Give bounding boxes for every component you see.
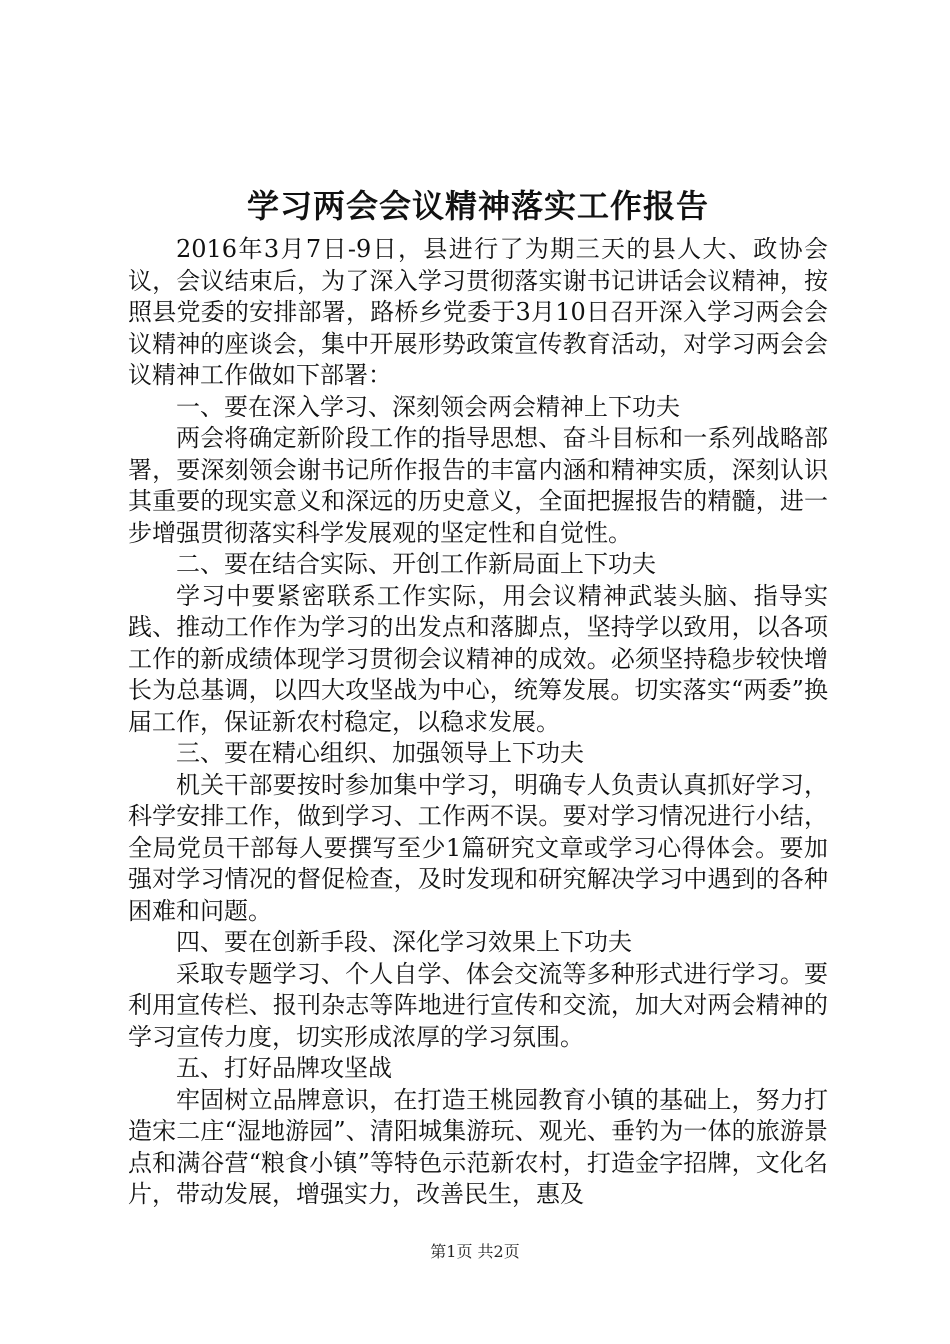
section-paragraph-3: 机关干部要按时参加集中学习，明确专人负责认真抓好学习，科学安排工作，做到学习、工作两不误。要对学习情况进行小结，全局党员干部每人要撰写至少1篇研究文章或学习心得体会。要加强对学习情况的督促检查，及时发现和研究解决学习中遇到的各种困难和问题。	[128, 770, 828, 925]
section-heading-1: 一、要在深入学习、深刻领会两会精神上下功夫	[176, 392, 680, 421]
section-heading-3: 三、要在精心组织、加强领导上下功夫	[176, 739, 584, 767]
section-heading-2: 二、要在结合实际、开创工作新局面上下功夫	[176, 550, 656, 578]
intro-paragraph: 2016年3月7日-9日，县进行了为期三天的县人大、政协会议，会议结束后，为了深入学习贯彻落实谢书记讲话会议精神，按照县党委的安排部署，路桥乡党委于3月10日召开深入学习两会会议精神的座谈会，集中开展形势政策宣传教育活动，对学习两会会议精神工作做如下部署：	[128, 235, 828, 389]
section-paragraph-5: 牢固树立品牌意识，在打造王桃园教育小镇的基础上，努力打造宋二庄“湿地游园”、清阳城集游玩、观光、垂钓为一体的旅游景点和满谷营“粮食小镇”等特色示范新农村，打造金字招牌，文化名片，带动发展，增强实力，改善民生，惠及	[128, 1085, 828, 1208]
section-paragraph-4: 采取专题学习、个人自学、体会交流等多种形式进行学习。要利用宣传栏、报刊杂志等阵地进行宣传和交流，加大对两会精神的学习宣传力度，切实形成浓厚的学习氛围。	[128, 959, 828, 1051]
section-paragraph-2: 学习中要紧密联系工作实际，用会议精神武装头脑、指导实践、推动工作作为学习的出发点和落脚点，坚持学以致用，以各项工作的新成绩体现学习贯彻会议精神的成效。必须坚持稳步较快增长为总基调，以四大攻坚战为中心，统筹发展。切实落实“两委”换届工作，保证新农村稳定，以稳求发展。	[128, 581, 828, 736]
document-title: 学习两会会议精神落实工作报告	[246, 187, 709, 225]
section-paragraph-1: 两会将确定新阶段工作的指导思想、奋斗目标和一系列战略部署，要深刻领会谢书记所作报告的丰富内涵和精神实质，深刻认识其重要的现实意义和深远的历史意义，全面把握报告的精髓，进一步增强贯彻落实科学发展观的坚定性和自觉性。	[128, 424, 828, 547]
section-heading-4: 四、要在创新手段、深化学习效果上下功夫	[176, 928, 632, 956]
document-page	[128, 178, 828, 1211]
document-body	[128, 234, 828, 1211]
page-number-footer: 第1页 共2页	[430, 1242, 520, 1261]
section-heading-5: 五、打好品牌攻坚战	[176, 1054, 392, 1082]
